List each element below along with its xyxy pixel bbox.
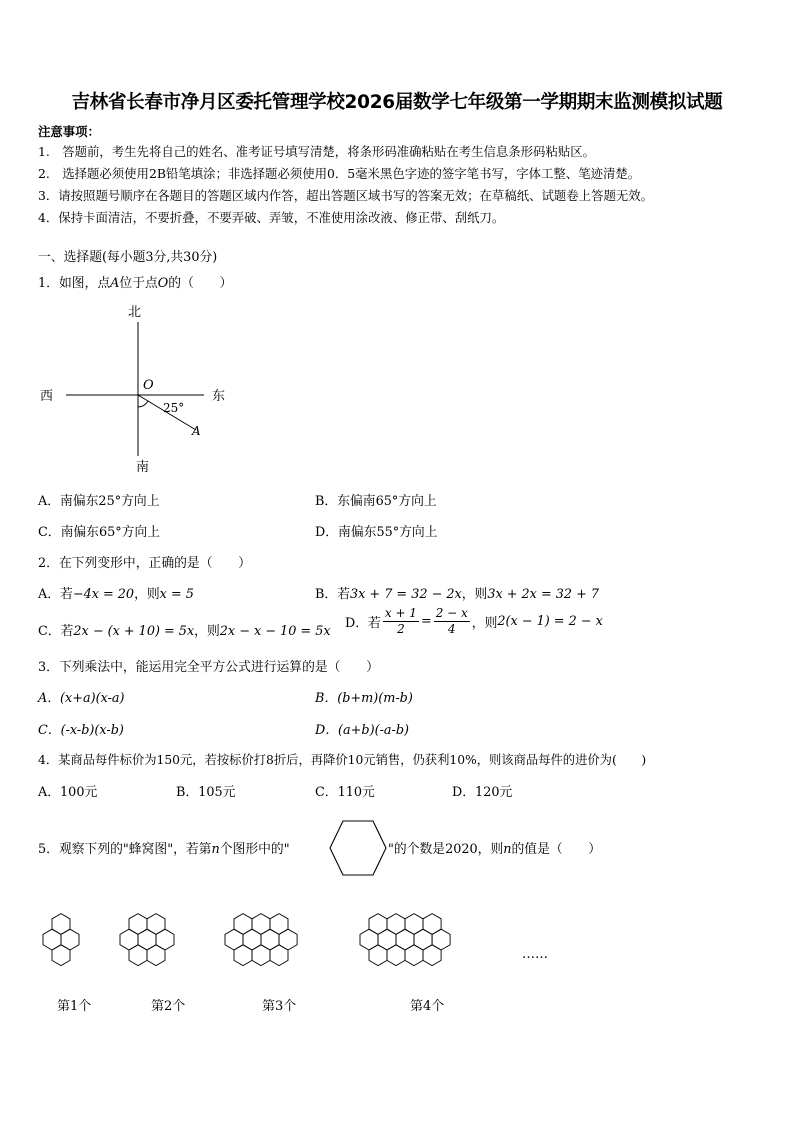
honeycomb-cell: [405, 914, 423, 935]
q5-stem-a: 5．观察下列的"蜂窝图"，若第: [38, 842, 212, 857]
q5-stem-d: 的值是（ ）: [511, 842, 602, 857]
honeycomb-cell: [129, 945, 147, 966]
notice-item-3: 3．请按照题号顺序在各题目的答题区域内作答，超出答题区域书写的答案无效；在草稿纸、试题卷上答题无效。: [38, 188, 654, 203]
q2-b-expr: 3x + 7 = 32 − 2x: [350, 587, 462, 602]
honeycomb-cell: [138, 929, 156, 950]
q2-c-result: 2x − x − 10 = 5x: [219, 624, 331, 639]
honeycomb-cell: [387, 945, 405, 966]
q4-option-c: C．110元: [315, 785, 375, 800]
angle-arc: [138, 401, 148, 407]
q2-a-expr: −4x = 20: [72, 587, 135, 602]
q1-var-o: O: [157, 276, 169, 291]
q2-d-den1: 2: [397, 622, 405, 636]
q1-stem-c: 的（ ）: [168, 276, 233, 291]
q5-stem-tail: [388, 838, 601, 857]
q2-a-mid: ，则: [134, 587, 160, 602]
honeycomb-cell: [147, 945, 165, 966]
q2-d-eq: =: [420, 614, 432, 629]
ellipsis: ……: [522, 947, 548, 962]
honeycomb-cell: [369, 945, 387, 966]
label-point-a: A: [192, 424, 201, 438]
honeycomb-cell: [243, 929, 261, 950]
q2-a-result: x = 5: [159, 587, 194, 602]
q2-option-b: [315, 583, 599, 602]
notice-heading: 注意事项：: [38, 124, 100, 139]
section-heading: 一、选择题(每小题3分,共30分): [38, 250, 218, 265]
honeycomb-cell: [52, 914, 70, 935]
honeycomb-cell: [252, 945, 270, 966]
honeycomb-cell: [423, 945, 441, 966]
honeycomb-cell: [360, 929, 378, 950]
honeycomb-cell: [405, 945, 423, 966]
honeycomb-cell: [43, 929, 61, 950]
caption-3: 第3个: [262, 999, 297, 1014]
honeycomb-cell: [225, 929, 243, 950]
q1-stem-a: 1．如图，点: [38, 276, 111, 291]
q5-stem-c: "的个数是2020，则: [388, 842, 504, 857]
caption-4: 第4个: [410, 999, 445, 1014]
honeycomb-cell: [252, 914, 270, 935]
honeycomb-cell: [61, 929, 79, 950]
q1-option-c: C．南偏东65°方向上: [38, 525, 161, 540]
q2-d-fraction-2: [434, 606, 470, 637]
hexagon-icon: [328, 817, 388, 879]
label-north: 北: [128, 305, 142, 320]
caption-1: 第1个: [57, 999, 92, 1014]
q3-option-d: D．(a+b)(-a-b): [315, 723, 410, 738]
q3-option-b: B．(b+m)(m-b): [315, 691, 413, 706]
q2-d-result: 2(x − 1) = 2 − x: [497, 614, 603, 629]
honeycomb-cell: [234, 945, 252, 966]
q3-option-a: A．(x+a)(x-a): [38, 691, 125, 706]
q2-b-mid: ，则: [461, 587, 488, 602]
page-title: 吉林省长春市净月区委托管理学校2026届数学七年级第一学期期末监测模拟试题: [71, 92, 723, 113]
q2-a-label: A．若: [38, 587, 73, 602]
q2-d-num2: 2 − x: [435, 606, 468, 620]
q4-option-a: A．100元: [38, 785, 98, 800]
q5-var-n-2: n: [503, 842, 512, 857]
q2-d-fraction-1: [383, 606, 419, 637]
q2-c-mid: ，则: [194, 624, 220, 639]
q1-var-a: A: [110, 276, 120, 291]
q2-c-label: C．若: [38, 624, 74, 639]
q2-option-c: [38, 620, 331, 639]
q5-stem-b: 个图形中的": [219, 842, 290, 857]
label-origin: O: [143, 378, 154, 393]
q1-option-d: D．南偏东55°方向上: [315, 525, 438, 540]
notice-item-2: 2. 选择题必须使用2B铅笔填涂；非选择题必须使用0．5毫米黑色字迹的签字笔书写，字体工整、笔迹清楚。: [38, 166, 641, 181]
q4-option-b: B．105元: [176, 785, 236, 800]
honeycomb-cell: [52, 945, 70, 966]
q1-compass-figure: [30, 296, 250, 476]
q1-stem: [38, 272, 232, 291]
q2-d-label: D．若: [345, 616, 381, 631]
q4-option-d: D．120元: [452, 785, 513, 800]
q2-option-a: [38, 583, 194, 602]
q2-d-mid: ，则: [471, 616, 498, 631]
honeycomb-cell: [378, 929, 396, 950]
q2-b-result: 3x + 2x = 32 + 7: [487, 587, 600, 602]
honeycomb-cell: [147, 914, 165, 935]
q3-option-c: C．(-x-b)(x-b): [38, 723, 124, 738]
honeycomb-cell: [387, 914, 405, 935]
honeycomb-cell: [432, 929, 450, 950]
q2-b-label: B．若: [315, 587, 350, 602]
label-east: 东: [212, 389, 226, 404]
q4-stem: 4．某商品每件标价为150元，若按标价打8折后，再降价10元销售，仍获利10%，则该商品每件的进价为( ): [38, 753, 647, 767]
honeycomb-cell: [396, 929, 414, 950]
label-west: 西: [40, 389, 54, 404]
notice-item-4: 4．保持卡面清洁，不要折叠，不要弄破、弄皱，不准使用涂改液、修正带、刮纸刀。: [38, 210, 505, 225]
q2-stem: 2．在下列变形中，正确的是（ ）: [38, 556, 251, 571]
q2-d-den2: 4: [447, 622, 456, 636]
honeycomb-cell: [270, 945, 288, 966]
q5-stem: [38, 838, 290, 857]
honeycomb-cell: [129, 914, 147, 935]
honeycomb-cell: [369, 914, 387, 935]
notice-item-1: 1. 答题前，考生先将自己的姓名、准考证号填写清楚，将条形码准确粘贴在考生信息条形码粘贴区。: [38, 144, 596, 159]
caption-2: 第2个: [151, 999, 186, 1014]
q2-d-num1: x + 1: [384, 606, 417, 620]
honeycomb-cell: [270, 914, 288, 935]
q2-c-expr: 2x − (x + 10) = 5x: [73, 624, 195, 639]
q1-stem-b: 位于点: [119, 276, 158, 291]
q5-var-n: n: [211, 842, 220, 857]
label-angle: 25°: [163, 401, 185, 415]
honeycomb-cell: [120, 929, 138, 950]
q1-option-a: A．南偏东25°方向上: [38, 494, 160, 509]
q1-option-b: B．东偏南65°方向上: [315, 494, 437, 509]
honeycomb-cell: [234, 914, 252, 935]
honeycomb-cell: [261, 929, 279, 950]
q3-stem: 3．下列乘法中，能运用完全平方公式进行运算的是（ ）: [38, 660, 379, 675]
q2-option-d: [345, 606, 603, 637]
label-south: 南: [136, 460, 150, 475]
honeycomb-cell: [156, 929, 174, 950]
honeycomb-figure: [30, 900, 610, 1020]
